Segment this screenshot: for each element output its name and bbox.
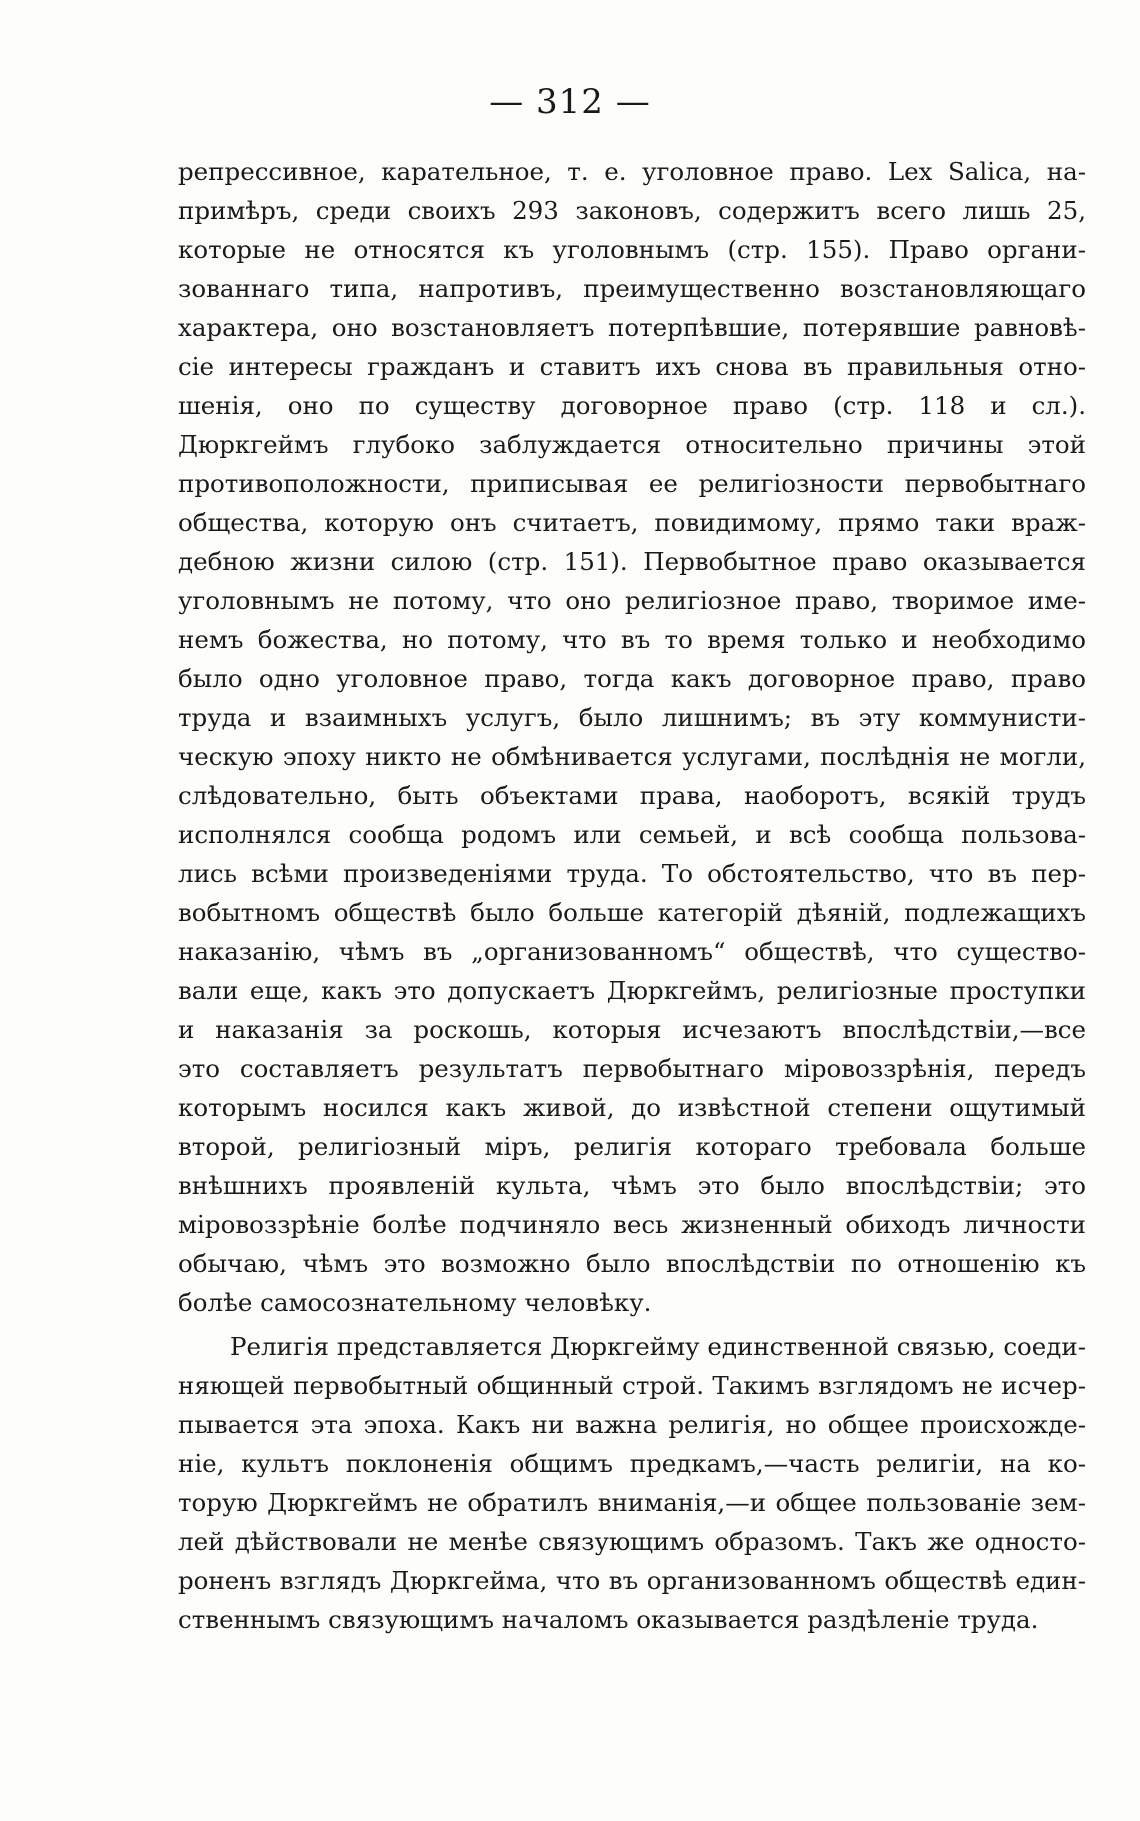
text-line: примѣръ, среди своихъ 293 законовъ, содержитъ всего лишь 25,: [178, 196, 1086, 225]
text-line: внѣшнихъ проявленій культа, чѣмъ это было впослѣдствіи; это: [178, 1171, 1086, 1200]
text-line: вали еще, какъ это допускаетъ Дюркгеймъ, религіозные проступки: [178, 976, 1086, 1005]
text-line: немъ божества, но потому, что въ то время только и необходимо: [178, 625, 1086, 654]
text-line: ственнымъ связующимъ началомъ оказывается раздѣленіе труда.: [178, 1605, 1039, 1634]
text-line: пывается эта эпоха. Какъ ни важна религія, но общее происхожде-: [178, 1410, 1086, 1439]
text-line: это составляетъ результатъ первобытнаго міровоззрѣнія, передъ: [178, 1054, 1086, 1083]
text-line: труда и взаимныхъ услугъ, было лишнимъ; въ эту коммунисти-: [178, 703, 1086, 732]
text-line: наказанію, чѣмъ въ „организованномъ“ обществѣ, что существо-: [178, 937, 1086, 966]
text-line: лей дѣйствовали не менѣе связующимъ образомъ. Такъ же односто-: [178, 1527, 1086, 1556]
text-line: и наказанія за роскошь, которыя исчезаютъ впослѣдствіи,—все: [178, 1015, 1086, 1044]
text-line: лись всѣми произведеніями труда. То обстоятельство, что въ пер-: [178, 859, 1086, 888]
text-line: болѣе самосознательному человѣку.: [178, 1288, 652, 1317]
text-line: Религія представляется Дюркгейму единственной связью, соеди-: [230, 1332, 1086, 1361]
text-line: характера, оно возстановляетъ потерпѣвшие, потерявшие равновѣ-: [178, 313, 1086, 342]
paragraph: [178, 152, 1086, 1322]
body-text: [178, 152, 1086, 1639]
text-line: уголовнымъ не потому, что оно религіозное право, творимое име-: [178, 586, 1086, 615]
text-line: репрессивное, карательное, т. е. уголовное право. Lex Salica, на-: [178, 157, 1086, 186]
text-line: шенія, оно по существу договорное право (стр. 118 и сл.).: [178, 391, 1086, 420]
text-line: исполнялся сообща родомъ или семьей, и всѣ сообща пользова-: [178, 820, 1086, 849]
text-line: сіе интересы гражданъ и ставитъ ихъ снова въ правильныя отно-: [178, 352, 1086, 381]
text-line: было одно уголовное право, тогда какъ договорное право, право: [178, 664, 1086, 693]
text-line: обычаю, чѣмъ это возможно было впослѣдствіи по отношенію къ: [178, 1249, 1086, 1278]
text-line: которымъ носился какъ живой, до извѣстной степени ощутимый: [178, 1093, 1086, 1122]
text-line: зованнаго типа, напротивъ, преимущественно возстановляющаго: [178, 274, 1086, 303]
text-line: дебною жизни силою (стр. 151). Первобытное право оказывается: [178, 547, 1086, 576]
text-line: Дюркгеймъ глубоко заблуждается относительно причины этой: [178, 430, 1086, 459]
paragraph: [178, 1327, 1086, 1639]
text-line: которые не относятся къ уголовнымъ (стр. 155). Право органи-: [178, 235, 1086, 264]
text-line: ческую эпоху никто не обмѣнивается услугами, послѣднія не могли,: [178, 742, 1086, 771]
text-line: торую Дюркгеймъ не обратилъ вниманія,—и общее пользованіе зем-: [178, 1488, 1086, 1517]
text-line: противоположности, приписывая ее религіозности первобытнаго: [178, 469, 1086, 498]
text-line: міровоззрѣніе болѣе подчиняло весь жизненный обиходъ личности: [178, 1210, 1086, 1239]
text-line: второй, религіозный міръ, религія котораго требовала больше: [178, 1132, 1086, 1161]
text-line: слѣдовательно, быть объектами права, наоборотъ, всякій трудъ: [178, 781, 1086, 810]
text-line: общества, которую онъ считаетъ, повидимому, прямо таки враж-: [178, 508, 1086, 537]
text-line: вобытномъ обществѣ было больше категорій дѣяній, подлежащихъ: [178, 898, 1086, 927]
text-line: роненъ взглядъ Дюркгейма, что въ организованномъ обществѣ един-: [178, 1566, 1086, 1595]
text-line: ніе, культъ поклоненія общимъ предкамъ,—часть религіи, на ко-: [178, 1449, 1086, 1478]
text-line: няющей первобытный общинный строй. Такимъ взглядомъ не исчер-: [178, 1371, 1086, 1400]
page-number: — 312 —: [489, 82, 651, 122]
